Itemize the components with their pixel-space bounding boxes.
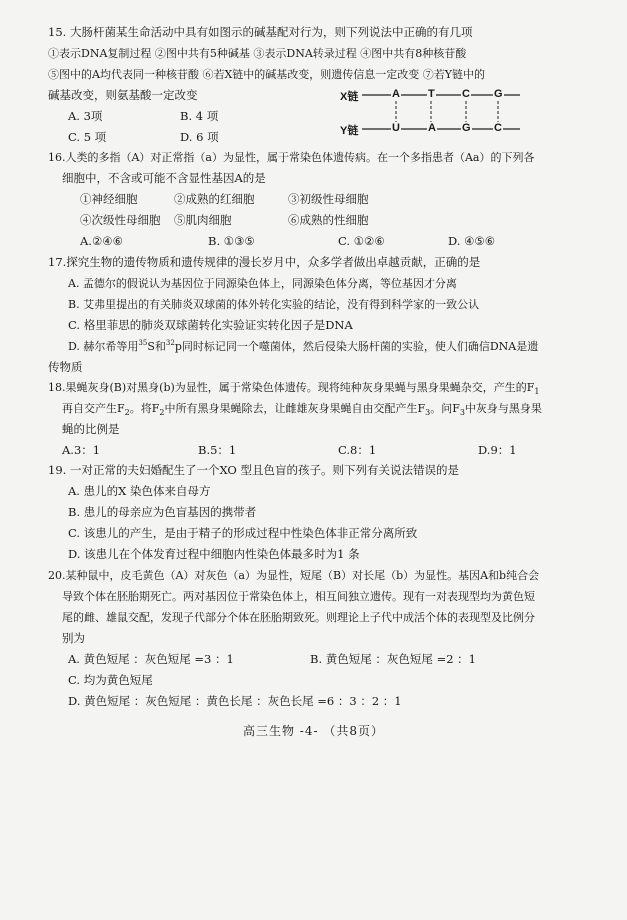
q18-stem-2: 再自交产生$F_2$。将$F_2$中所有黑身果蝇除去，让雌雄灰身果蝇自由交配产生$F_3$。问$F_3$中灰身与黑身果 [62, 402, 542, 418]
q15-statements-1: ①表示DNA复制过程 ②图中共有5种碱基 ③表示DNA转录过程 ④图中共有8种核苷酸 [48, 47, 467, 60]
y-base-1: U [392, 122, 400, 134]
q20-stem-3: 尾的雌、雄鼠交配，发现子代部分个体在胚胎期致死。则理论上子代中成活个体的表现型及比例分 [62, 611, 535, 624]
x-strand-label: X链 [340, 91, 359, 103]
x-base-2: T [428, 88, 435, 100]
q16-option-a: A.②④⑥ [80, 234, 123, 248]
q16-option-c: C. ①②⑥ [338, 234, 385, 248]
question-16 [48, 147, 568, 252]
q17-option-d-cont: 传物质 [48, 360, 83, 374]
y-strand-label: Y链 [340, 125, 359, 137]
q17-option-b: B. 艾弗里提出的有关肺炎双球菌的体外转化实验的结论，没有得到科学家的一致公认 [68, 298, 480, 311]
q16-item-5: ⑤肌肉细胞 [174, 213, 232, 227]
q16-option-b: B. ①③⑤ [208, 234, 255, 248]
q16-stem-1: 16.人类的多指（A）对正常指（a）为显性，属于常染色体遗传病。在一个多指患者（Aa）的下列各 [48, 151, 535, 164]
question-17 [48, 252, 568, 378]
q20-option-c: C. 均为黄色短尾 [68, 673, 153, 687]
q15-option-c: C. 5 项 [68, 130, 107, 144]
q15-stem: 15. 大肠杆菌某生命活动中具有如图示的碱基配对行为，则下列说法中正确的有几项 [48, 25, 473, 39]
q15-option-d: D. 6 项 [180, 130, 219, 144]
q16-item-6: ⑥成熟的性细胞 [288, 213, 369, 227]
q15-statements-3: 碱基改变，则氨基酸一定改变 [48, 88, 198, 102]
q18-stem-3: 蝇的比例是 [62, 422, 120, 436]
y-base-2: A [428, 122, 436, 134]
q16-item-4: ④次级性母细胞 [80, 213, 161, 227]
y-base-4: C [494, 122, 502, 134]
q16-item-1: ①神经细胞 [80, 192, 138, 206]
q18-option-d: D.9：1 [478, 443, 517, 457]
page-footer: 高三生物 -4- （共8页） [242, 724, 384, 738]
q18-stem-1: 18.果蝇灰身(B)对黑身(b)为显性，属于常染色体遗传。现将纯种灰身果蝇与黑身果蝇杂交，产生的$F_1$ [48, 381, 540, 397]
q17-option-a: A. 孟德尔的假说认为基因位于同源染色体上，同源染色体分离，等位基因才分离 [68, 277, 457, 290]
pairing-lines [340, 88, 540, 138]
q19-option-d: D. 该患儿在个体发育过程中细胞内性染色体最多时为1 条 [68, 547, 360, 561]
q16-option-d: D. ④⑤⑥ [448, 234, 496, 248]
q20-stem-2: 导致个体在胚胎期死亡。两对基因位于常染色体上，相互间独立遗传。现有一对表现型均为黄色短 [62, 590, 535, 603]
question-18 [48, 377, 568, 461]
q19-option-a: A. 患儿的X 染色体来自母方 [68, 484, 211, 498]
q18-option-a: A.3：1 [62, 443, 101, 457]
y-base-3: G [462, 122, 471, 134]
q18-option-c: C.8：1 [338, 443, 377, 457]
question-19 [48, 460, 568, 565]
x-base-1: A [392, 88, 400, 100]
q20-option-b: B. 黄色短尾 ：灰色短尾 =2 ：1 [310, 652, 476, 666]
q15-option-b: B. 4 项 [180, 109, 219, 123]
q15-option-a: A. 3项 [68, 109, 103, 123]
x-base-3: C [462, 88, 470, 100]
q20-stem-4: 别为 [62, 631, 85, 645]
x-base-4: G [494, 88, 503, 100]
q19-option-c: C. 该患儿的产生，是由于精子的形成过程中性染色体非正常分离所致 [68, 526, 418, 540]
q18-option-b: B.5：1 [198, 443, 237, 457]
q20-stem-1: 20.某种鼠中，皮毛黄色（A）对灰色（a）为显性，短尾（B）对长尾（b）为显性。基因A和b纯合会 [48, 569, 540, 582]
q15-statements-2: ⑤图中的A均代表同一种核苷酸 ⑥若X链中的碱基改变，则遗传信息一定改变 ⑦若Y链中的 [48, 68, 486, 81]
q17-stem: 17.探究生物的遗传物质和遗传规律的漫长岁月中，众多学者做出卓越贡献，正确的是 [48, 255, 481, 269]
base-pairing-diagram [340, 88, 540, 138]
q16-item-3: ③初级性母细胞 [288, 192, 369, 206]
q16-stem-2: 细胞中，不含或可能不含显性基因A的是 [62, 171, 266, 185]
q20-option-d: D. 黄色短尾 ：灰色短尾 ：黄色长尾 ：灰色长尾 =6 ：3 ：2 ：1 [68, 694, 402, 708]
q19-stem: 19. 一对正常的夫妇婚配生了一个XO 型且色盲的孩子。则下列有关说法错误的是 [48, 463, 460, 477]
q17-option-c: C. 格里菲思的肺炎双球菌转化实验证实转化因子是DNA [68, 318, 353, 332]
q19-option-b: B. 患儿的母亲应为色盲基因的携带者 [68, 505, 257, 519]
q20-option-a: A. 黄色短尾 ：灰色短尾 =3 ：1 [68, 652, 234, 666]
question-20 [48, 565, 568, 712]
q16-item-2: ②成熟的红细胞 [174, 192, 255, 206]
q17-option-d: D. 赫尔希等用$^{35}$S和$^{32}$p同时标记同一个噬菌体，然后侵染大肠杆菌的实验，使人们确信DNA是遗 [68, 339, 539, 353]
